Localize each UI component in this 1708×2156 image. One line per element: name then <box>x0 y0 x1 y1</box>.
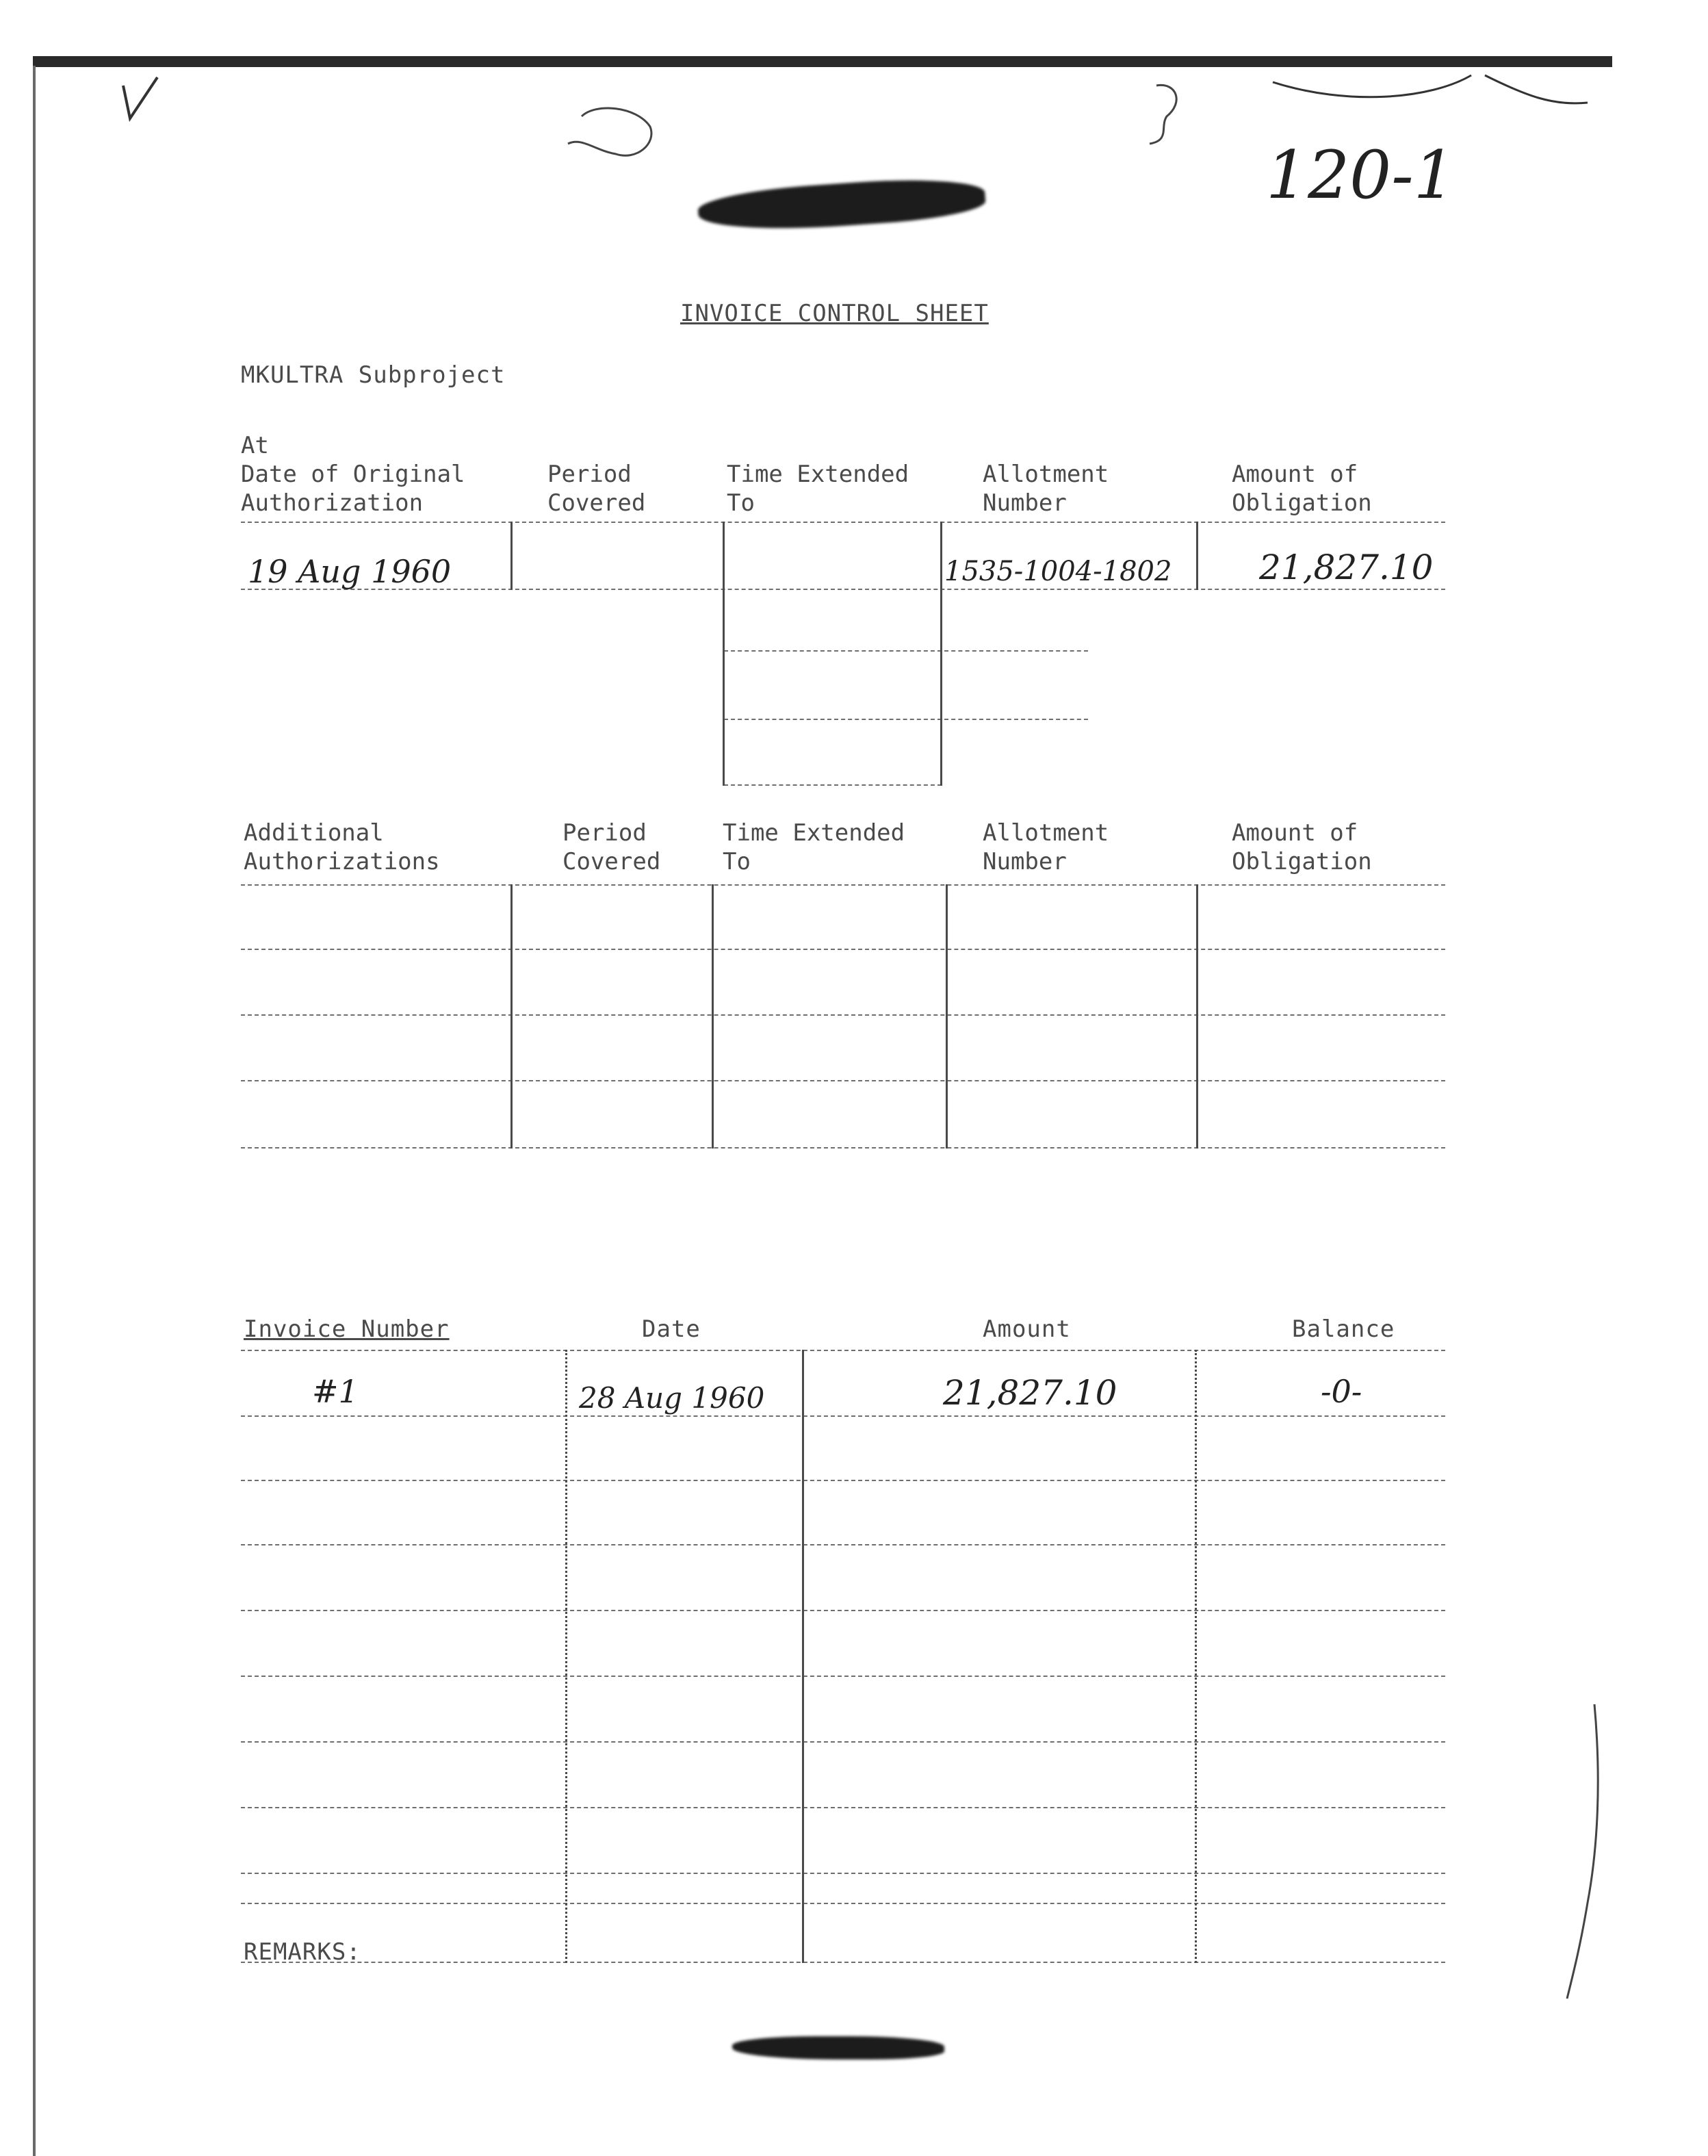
table-divider <box>723 522 725 786</box>
remarks-label: REMARKS: <box>244 1938 361 1966</box>
col-header-invoice-number: Invoice Number <box>244 1316 450 1343</box>
col-header-amount: Amount of Obligation <box>1232 461 1372 517</box>
table-divider <box>565 1350 567 1963</box>
col-header-allotment: Allotment Number <box>983 819 1109 875</box>
pen-scribble <box>1129 75 1198 157</box>
table-rule <box>241 949 1445 950</box>
table-rule <box>944 719 1088 720</box>
table-rule <box>241 1676 1445 1677</box>
table-rule <box>241 1610 1445 1611</box>
col-header-allotment: Allotment Number <box>983 461 1109 517</box>
checkmark-annotation <box>116 72 178 127</box>
table-rule <box>241 1873 1445 1874</box>
table-rule <box>241 1544 1445 1545</box>
table-rule <box>724 784 942 786</box>
pen-stroke <box>1266 68 1594 110</box>
col-header-invoice-amount: Amount <box>983 1316 1071 1343</box>
table-rule <box>241 522 1445 523</box>
redaction-bar <box>697 173 986 235</box>
table-divider <box>1195 1350 1197 1963</box>
table-rule <box>241 1147 1445 1148</box>
scan-left-border <box>33 66 36 2156</box>
col-header-date: Date <box>642 1316 701 1343</box>
pen-scribble <box>554 96 677 171</box>
table-rule <box>724 719 942 720</box>
table-divider <box>946 884 948 1148</box>
table-divider <box>940 522 942 786</box>
col-header-amount: Amount of Obligation <box>1232 819 1372 875</box>
table-rule <box>241 1962 1445 1963</box>
original-date-value: 19 Aug 1960 <box>248 553 452 590</box>
balance-value: -0- <box>1321 1373 1362 1410</box>
col-header-time-extended: Time Extended To <box>727 461 909 517</box>
table-rule <box>724 650 942 652</box>
pen-stroke <box>1553 1697 1622 2005</box>
col-header-period: Period Covered <box>547 461 646 517</box>
allotment-value: 1535-1004-1802 <box>944 556 1172 587</box>
redaction-bar <box>732 2036 944 2059</box>
table-rule <box>241 1903 1445 1904</box>
col-header-original-date: At Date of Original Authorization <box>241 432 465 517</box>
col-header-additional: Additional Authorizations <box>244 819 440 875</box>
invoice-number-value: #1 <box>312 1373 359 1410</box>
table-rule <box>944 650 1088 652</box>
invoice-date-value: 28 Aug 1960 <box>579 1381 765 1415</box>
table-divider <box>712 884 714 1148</box>
col-header-time-extended: Time Extended To <box>723 819 905 875</box>
table-rule <box>241 1741 1445 1743</box>
table-rule <box>241 1080 1445 1081</box>
table-rule <box>241 884 1445 886</box>
table-rule <box>241 1350 1445 1351</box>
page-title: INVOICE CONTROL SHEET <box>680 300 989 327</box>
invoice-amount-value: 21,827.10 <box>943 1373 1117 1413</box>
col-header-period: Period Covered <box>562 819 661 875</box>
obligation-amount-value: 21,827.10 <box>1259 548 1434 587</box>
table-rule <box>241 1480 1445 1481</box>
table-rule <box>241 1415 1445 1417</box>
table-divider <box>510 884 513 1148</box>
table-rule <box>241 1807 1445 1808</box>
table-divider <box>1196 522 1198 590</box>
subproject-label: MKULTRA Subproject <box>241 361 506 389</box>
table-divider <box>510 522 513 590</box>
scan-top-border <box>33 56 1612 67</box>
form-number: 120-1 <box>1266 137 1455 214</box>
table-divider <box>802 1350 804 1963</box>
table-rule <box>241 1014 1445 1016</box>
table-divider <box>1196 884 1198 1148</box>
col-header-balance: Balance <box>1292 1316 1395 1343</box>
